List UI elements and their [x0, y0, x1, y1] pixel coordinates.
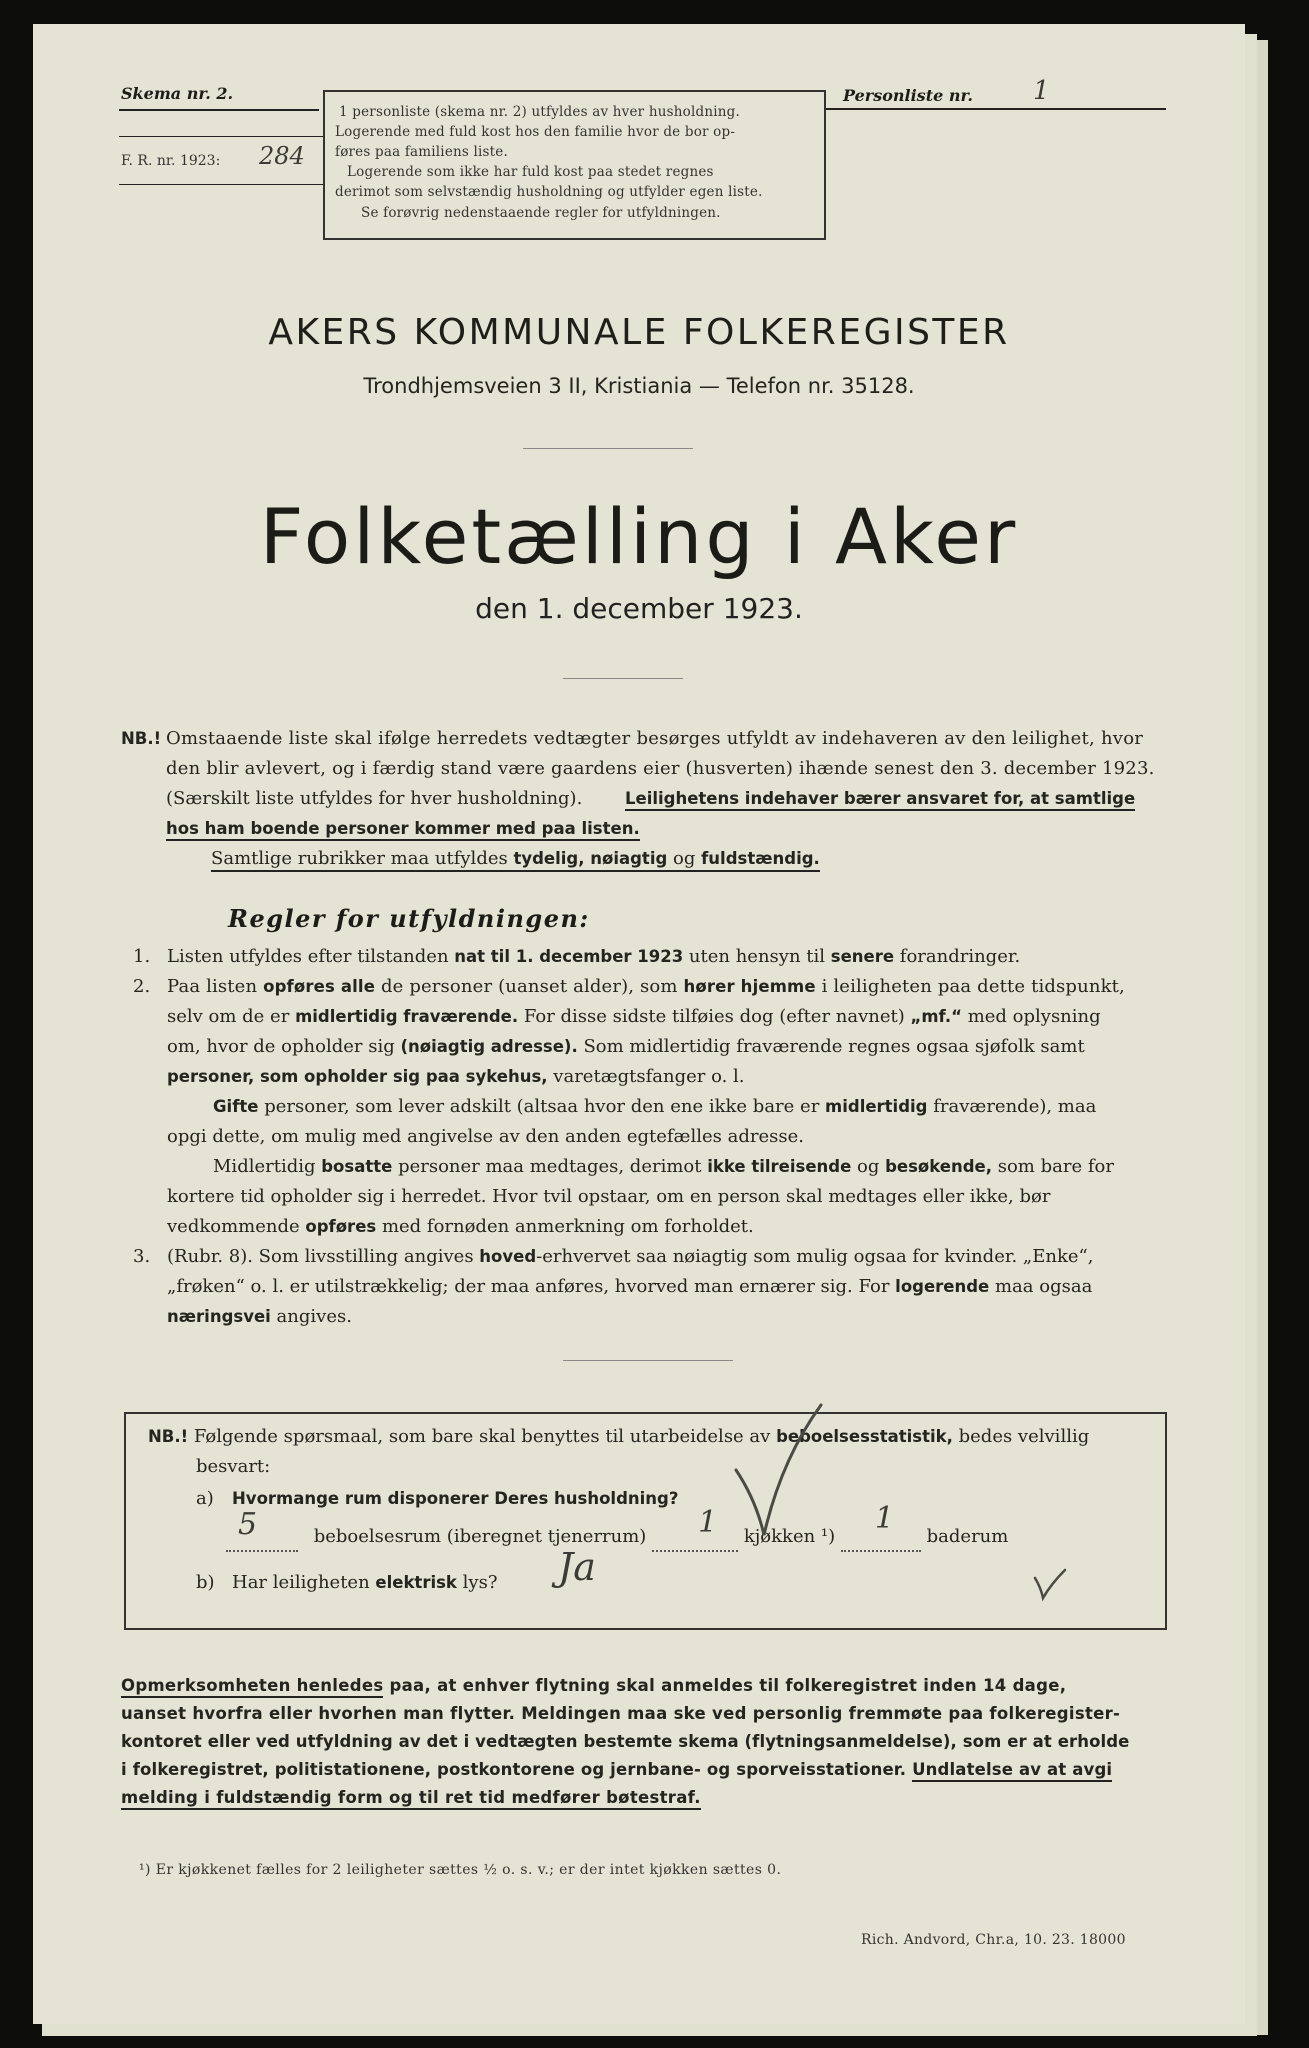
question-rooms: Hvormange rum disponerer Deres husholdning? — [232, 1489, 679, 1508]
rule-text: fraværende), maa — [933, 1096, 1097, 1117]
rooms-answer: 5 — [238, 1507, 258, 1542]
divider — [563, 678, 683, 679]
printer-imprint: Rich. Andvord, Chr.a, 10. 23. 18000 — [861, 1932, 1126, 1948]
rule-emphasis: opføres — [305, 1217, 377, 1236]
nb-text: Følgende spørsmaal, som bare skal benyttes til utarbeidelse av — [193, 1426, 771, 1447]
rule-emphasis: Gifte — [213, 1097, 259, 1116]
rule-text: og — [857, 1156, 880, 1177]
rule-text: opgi dette, om mulig med angivelse av den anden egtefælles adresse. — [167, 1126, 804, 1147]
housing-statistics-box — [124, 1412, 1167, 1630]
nb-text: (Særskilt liste utfyldes for hver husholdning). — [166, 788, 583, 809]
notice-emphasis: melding i fuldstændig form og til ret tid medfører bøtestraf. — [121, 1788, 701, 1810]
rule-text: uten hensyn til — [688, 946, 826, 967]
rule-emphasis: senere — [830, 947, 895, 966]
header-rule — [119, 109, 319, 111]
nb-emphasis: fuldstændig. — [701, 849, 820, 868]
nb-emphasis: hos ham boende personer kommer med paa listen. — [166, 819, 640, 841]
notice-text: kontoret eller ved utfyldning av det i vedtægten bestemte skema (flytningsanmeldelse), som er at erholde — [121, 1732, 1130, 1751]
rule-text: forandringer. — [899, 946, 1021, 967]
nb-label: NB.! — [121, 729, 162, 748]
rule-text: -erhvervet saa nøiagtig som mulig ogsaa for kvinder. „Enke“, — [536, 1246, 1094, 1267]
rule-emphasis: midlertidig fraværende. — [295, 1007, 519, 1026]
bath-answer: 1 — [874, 1501, 894, 1536]
notice-emphasis: Opmerksomheten henledes — [121, 1676, 383, 1698]
rule-number: 3. — [133, 1246, 151, 1267]
rule-emphasis: ikke tilreisende — [707, 1157, 852, 1176]
rule-emphasis: (nøiagtig adresse). — [400, 1037, 578, 1056]
rule-text: angives. — [276, 1306, 352, 1327]
rule-emphasis: besøkende, — [885, 1157, 992, 1176]
rule-emphasis: hoved — [479, 1247, 537, 1266]
note-line: føres paa familiens liste. — [335, 144, 508, 160]
notice-emphasis: Undlatelse av at avgi — [912, 1760, 1112, 1782]
moving-notice — [121, 1672, 1181, 1832]
rule-text: med oplysning — [967, 1006, 1101, 1027]
footnote: ¹) Er kjøkkenet fælles for 2 leiligheter sættes ½ o. s. v.; er der intet kjøkken sættes 0. — [139, 1862, 782, 1878]
rule-emphasis: nat til 1. december 1923 — [454, 947, 684, 966]
notice-text: uanset hvorfra eller hvorhen man flytter. Meldingen maa ske ved personlig fremmøte paa folkeregister- — [121, 1704, 1121, 1723]
rule-emphasis: „mf.“ — [910, 1007, 962, 1026]
household-note-box — [323, 90, 826, 240]
header-rule — [826, 108, 1166, 110]
header-rule — [119, 184, 323, 185]
fr-number-handwritten: 284 — [259, 142, 305, 170]
checkmark-icon — [1031, 1564, 1071, 1604]
fr-label: F. R. nr. 1923: — [121, 153, 221, 169]
nb-text: og — [673, 848, 696, 869]
rule-emphasis: opføres — [263, 977, 335, 996]
header-rule — [119, 136, 323, 137]
rule-text: i leiligheten paa dette tidspunkt, — [821, 976, 1125, 997]
rule-text: kortere tid opholder sig i herredet. Hvor tvil opstaar, om en person skal medtages eller ikke, bør — [167, 1186, 1051, 1207]
rule-text: med fornøden anmerkning om forholdet. — [381, 1216, 754, 1237]
nb-text: Omstaaende liste skal ifølge herredets vedtægter besørges utfyldt av indehaveren av den leilighet, hvor — [166, 728, 1144, 749]
census-form-page — [33, 24, 1245, 2024]
personliste-label: Personliste nr. — [843, 86, 973, 105]
page-title: Folketælling i Aker — [259, 492, 1019, 581]
question-text: lys? — [462, 1572, 498, 1593]
rule-text: „frøken“ o. l. er utilstrækkelig; der maa anføres, hvorved man ernærer sig. For — [167, 1276, 890, 1297]
rule-emphasis: næringsvei — [167, 1307, 271, 1326]
rule-emphasis: hører hjemme — [683, 977, 816, 996]
question-emphasis: elektrisk — [375, 1573, 457, 1592]
rule-text: Midlertidig — [213, 1156, 316, 1177]
nb-emphasis: Leilighetens indehaver bærer ansvaret for, at samtlige — [625, 789, 1135, 811]
note-line: derimot som selvstændig husholdning og utfylder egen liste. — [335, 184, 763, 200]
nb-text: besvart: — [196, 1456, 271, 1477]
kitchen-answer: 1 — [698, 1505, 718, 1540]
question-letter: b) — [196, 1572, 215, 1593]
note-line: Logerende med fuld kost hos den familie hvor de bor op- — [335, 124, 736, 140]
nb-emphasis: beboelsesstatistik, — [776, 1427, 953, 1446]
personliste-number-handwritten: 1 — [1033, 76, 1050, 106]
nb-emphasis: tydelig, nøiagtig — [513, 849, 668, 868]
divider — [563, 1360, 733, 1361]
rule-text: maa ogsaa — [994, 1276, 1093, 1297]
nb-text: den blir avlevert, og i færdig stand være gaardens eier (husverten) ihænde senest den 3. december 1923. — [166, 758, 1155, 779]
rule-text: Som midlertidig fraværende regnes ogsaa sjøfolk samt — [583, 1036, 1085, 1057]
rules-heading: Regler for utfyldningen: — [228, 904, 590, 933]
nb-paragraph — [121, 724, 1181, 904]
rule-number: 2. — [133, 976, 151, 997]
rule-emphasis: logerende — [895, 1277, 990, 1296]
electric-answer: Ja — [558, 1545, 596, 1589]
nb-label: NB.! — [148, 1427, 189, 1446]
rooms-label: beboelsesrum (iberegnet tjenerrum) — [313, 1526, 647, 1547]
rule-text: personer maa medtages, derimot — [398, 1156, 702, 1177]
rule-text: For disse sidste tilføies dog (efter navnet) — [523, 1006, 905, 1027]
rule-text: som bare for — [997, 1156, 1114, 1177]
nb-text: Samtlige rubrikker maa utfyldes — [211, 848, 508, 869]
rule-emphasis: alle — [340, 977, 376, 996]
rule-text: varetægtsfanger o. l. — [553, 1066, 745, 1087]
rule-text: Paa listen — [167, 976, 258, 997]
census-date: den 1. december 1923. — [475, 592, 803, 625]
rule-text: vedkommende — [167, 1216, 300, 1237]
office-name: AKERS KOMMUNALE FOLKEREGISTER — [268, 312, 1010, 353]
checkmark-icon — [726, 1400, 846, 1540]
note-line: Logerende som ikke har fuld kost paa stedet regnes — [347, 164, 714, 180]
note-line: Se forøvrig nedenstaaende regler for utfyldningen. — [361, 205, 721, 221]
bath-label: baderum — [926, 1526, 1009, 1547]
rule-text: selv om de er — [167, 1006, 290, 1027]
question-letter: a) — [196, 1488, 214, 1509]
skema-label: Skema nr. 2. — [121, 84, 234, 103]
nb-text: bedes velvillig — [958, 1426, 1090, 1447]
rule-text: de personer (uanset alder), som — [380, 976, 678, 997]
rule-text: (Rubr. 8). Som livsstilling angives — [167, 1246, 474, 1267]
rule-emphasis: personer, som opholder sig paa sykehus, — [167, 1067, 548, 1086]
rule-emphasis: midlertidig — [825, 1097, 928, 1116]
rule-number: 1. — [133, 946, 151, 967]
rule-text: Listen utfyldes efter tilstanden — [167, 946, 449, 967]
rule-text: om, hvor de opholder sig — [167, 1036, 395, 1057]
office-address: Trondhjemsveien 3 II, Kristiania — Telefon nr. 35128. — [363, 374, 915, 398]
notice-text: paa, at enhver flytning skal anmeldes til folkeregistret inden 14 dage, — [389, 1676, 1067, 1695]
note-line: 1 personliste (skema nr. 2) utfyldes av hver husholdning. — [339, 104, 740, 120]
divider — [523, 448, 693, 449]
rule-text: personer, som lever adskilt (altsaa hvor den ene ikke bare er — [264, 1096, 820, 1117]
kitchen-label: kjøkken ¹) — [743, 1526, 836, 1547]
rule-emphasis: bosatte — [321, 1157, 393, 1176]
rules-list — [133, 942, 1193, 1362]
question-text: Har leiligheten — [232, 1572, 370, 1593]
notice-text: i folkeregistret, politistationene, postkontorene og jernbane- og sporveisstationer. — [121, 1760, 907, 1779]
